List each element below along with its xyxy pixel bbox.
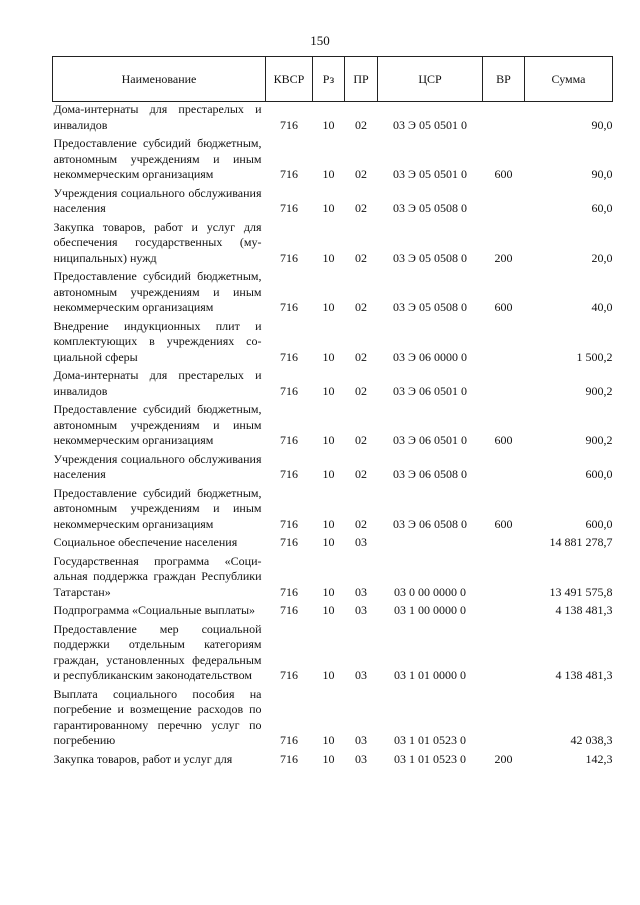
cell-pr: 02 bbox=[355, 117, 367, 132]
table-row bbox=[53, 365, 613, 399]
cell-pr: 02 bbox=[355, 383, 367, 398]
cell-pr: 02 bbox=[355, 467, 367, 481]
table-row bbox=[53, 217, 613, 267]
cell-vr bbox=[483, 449, 525, 483]
table-row bbox=[53, 600, 613, 619]
cell-rz: 10 bbox=[322, 516, 335, 531]
cell-kvsr: 716 bbox=[280, 349, 298, 364]
header-kvsr: КВСР bbox=[266, 57, 313, 102]
cell-kvsr: 716 bbox=[280, 733, 298, 747]
cell-vr bbox=[483, 600, 525, 619]
cell-pr: 03 bbox=[355, 668, 367, 682]
table-row bbox=[53, 449, 613, 483]
cell-sum: 600,0 bbox=[585, 467, 613, 481]
cell-rz: 10 bbox=[322, 383, 335, 398]
cell-sum: 90,0 bbox=[591, 167, 613, 181]
cell-vr bbox=[483, 316, 525, 366]
cell-csr: 03 Э 06 0508 0 bbox=[393, 516, 467, 531]
cell-vr: 600 bbox=[494, 167, 513, 181]
cell-name: Социальное обеспечение населения bbox=[53, 535, 238, 549]
page-number: 150 bbox=[310, 33, 330, 48]
cell-rz: 10 bbox=[322, 117, 335, 132]
cell-vr: 200 bbox=[494, 250, 513, 265]
cell-kvsr: 716 bbox=[280, 300, 298, 314]
cell-rz: 10 bbox=[322, 201, 335, 215]
header-sum: Сумма bbox=[525, 57, 613, 102]
cell-rz: 10 bbox=[322, 433, 335, 447]
cell-name: Предоставление субсидий бюджетным, автономным учреждениям и иным некоммерческим организациям bbox=[53, 269, 262, 314]
cell-sum: 20,0 bbox=[591, 250, 613, 265]
cell-name: Предоставление субсидий бюджетным, автономным учреждениям и иным некоммерческим организациям bbox=[53, 136, 262, 181]
cell-sum: 1 500,2 bbox=[576, 349, 613, 364]
cell-rz: 10 bbox=[322, 584, 335, 599]
cell-sum: 142,3 bbox=[585, 751, 613, 766]
cell-vr: 600 bbox=[494, 516, 513, 531]
cell-sum: 4 138 481,3 bbox=[555, 603, 613, 617]
cell-vr bbox=[483, 619, 525, 684]
table-body bbox=[53, 102, 613, 768]
budget-table bbox=[52, 56, 613, 767]
cell-pr: 03 bbox=[355, 603, 367, 617]
cell-pr: 02 bbox=[355, 201, 367, 215]
table-row bbox=[53, 266, 613, 316]
cell-kvsr: 716 bbox=[280, 201, 298, 215]
cell-kvsr: 716 bbox=[280, 433, 298, 447]
cell-sum: 13 491 575,8 bbox=[549, 584, 613, 599]
cell-kvsr: 716 bbox=[280, 250, 298, 265]
cell-vr bbox=[483, 551, 525, 601]
cell-sum: 4 138 481,3 bbox=[555, 668, 613, 682]
cell-vr bbox=[483, 365, 525, 399]
cell-name: Предоставление субсидий бюджетным, автономным учреждениям и иным некоммерческим организациям bbox=[53, 402, 262, 447]
cell-pr: 02 bbox=[355, 167, 367, 181]
cell-pr: 03 bbox=[355, 751, 367, 766]
cell-rz: 10 bbox=[322, 535, 335, 549]
cell-kvsr: 716 bbox=[280, 603, 298, 617]
cell-csr: 03 1 01 0523 0 bbox=[394, 733, 466, 747]
cell-csr: 03 Э 05 0501 0 bbox=[393, 117, 467, 132]
cell-vr: 600 bbox=[494, 433, 513, 447]
cell-rz: 10 bbox=[322, 250, 335, 265]
table-row bbox=[53, 749, 613, 768]
cell-name: Закупка товаров, работ и услуг для обеспечения государственных (муниципальных) нужд bbox=[53, 219, 262, 265]
cell-kvsr: 716 bbox=[280, 167, 298, 181]
cell-csr: 03 Э 05 0508 0 bbox=[393, 201, 467, 215]
cell-sum: 900,2 bbox=[585, 383, 613, 398]
cell-name: Внедрение индукционных плит и комплектующих в учреждениях социальной сферы bbox=[53, 318, 262, 364]
cell-rz: 10 bbox=[322, 467, 335, 481]
cell-rz: 10 bbox=[322, 603, 335, 617]
cell-pr: 02 bbox=[355, 433, 367, 447]
cell-name: Учреждения социального обслуживания населения bbox=[53, 451, 262, 481]
cell-pr: 02 bbox=[355, 250, 367, 265]
cell-sum: 42 038,3 bbox=[570, 733, 613, 747]
cell-name: Дома-интернаты для престарелых и инвалидов bbox=[53, 102, 262, 132]
cell-rz: 10 bbox=[322, 167, 335, 181]
cell-pr: 03 bbox=[355, 584, 367, 599]
cell-csr: 03 Э 06 0501 0 bbox=[393, 433, 467, 447]
cell-pr: 02 bbox=[355, 300, 367, 314]
cell-name: Предоставление субсидий бюджетным, автономным учреждениям и иным некоммерческим организациям bbox=[53, 485, 262, 531]
table-row bbox=[53, 399, 613, 449]
table-row bbox=[53, 316, 613, 366]
header-vr: ВР bbox=[483, 57, 525, 102]
cell-kvsr: 716 bbox=[280, 668, 298, 682]
cell-csr: 03 Э 05 0508 0 bbox=[393, 250, 467, 265]
cell-sum: 60,0 bbox=[591, 201, 613, 215]
header-rz: Рз bbox=[313, 57, 345, 102]
cell-csr: 03 1 01 0000 0 bbox=[394, 668, 466, 682]
cell-name: Государственная программа «Социальная поддержка граждан Республики Татарстан» bbox=[53, 553, 262, 599]
cell-kvsr: 716 bbox=[280, 516, 298, 531]
cell-name: Дома-интернаты для престарелых и инвалидов bbox=[53, 368, 262, 398]
table-row bbox=[53, 483, 613, 533]
cell-csr bbox=[378, 532, 483, 551]
cell-vr bbox=[483, 532, 525, 551]
cell-pr: 03 bbox=[355, 535, 367, 549]
table-row bbox=[53, 532, 613, 551]
cell-csr: 03 Э 06 0508 0 bbox=[393, 467, 467, 481]
cell-vr bbox=[483, 183, 525, 217]
header-name: Наименование bbox=[53, 57, 266, 102]
header-csr: ЦСР bbox=[378, 57, 483, 102]
table-row bbox=[53, 619, 613, 684]
cell-rz: 10 bbox=[322, 668, 335, 682]
cell-kvsr: 716 bbox=[280, 584, 298, 599]
cell-csr: 03 0 00 0000 0 bbox=[394, 584, 466, 599]
cell-csr: 03 1 00 0000 0 bbox=[394, 603, 466, 617]
cell-rz: 10 bbox=[322, 733, 335, 747]
cell-csr: 03 Э 06 0501 0 bbox=[393, 383, 467, 398]
cell-sum: 900,2 bbox=[585, 433, 613, 447]
cell-csr: 03 1 01 0523 0 bbox=[394, 751, 466, 766]
cell-sum: 40,0 bbox=[591, 300, 613, 314]
cell-name: Предоставление мер социальной поддержки отдельным категориям граждан, установленных федеральным и республиканским законодательством bbox=[53, 621, 262, 682]
cell-sum: 600,0 bbox=[585, 516, 613, 531]
cell-kvsr: 716 bbox=[280, 535, 298, 549]
cell-sum: 90,0 bbox=[591, 117, 613, 132]
cell-vr bbox=[483, 102, 525, 134]
cell-kvsr: 716 bbox=[280, 751, 298, 766]
cell-kvsr: 716 bbox=[280, 383, 298, 398]
header-pr: ПР bbox=[345, 57, 378, 102]
cell-name: Закупка товаров, работ и услуг для bbox=[53, 751, 233, 766]
cell-csr: 03 Э 05 0501 0 bbox=[393, 167, 467, 181]
cell-pr: 02 bbox=[355, 349, 367, 364]
cell-rz: 10 bbox=[322, 349, 335, 364]
cell-pr: 03 bbox=[355, 733, 367, 747]
cell-name: Учреждения социального обслуживания населения bbox=[53, 185, 262, 215]
table-row bbox=[53, 551, 613, 601]
table-row bbox=[53, 684, 613, 749]
table-row bbox=[53, 183, 613, 217]
cell-vr: 200 bbox=[494, 751, 513, 766]
table-row bbox=[53, 133, 613, 183]
cell-rz: 10 bbox=[322, 300, 335, 314]
cell-kvsr: 716 bbox=[280, 467, 298, 481]
table-header-row bbox=[53, 57, 613, 102]
cell-vr bbox=[483, 684, 525, 749]
cell-pr: 02 bbox=[355, 516, 367, 531]
cell-name: Подпрограмма «Социальные выплаты» bbox=[53, 603, 256, 617]
cell-kvsr: 716 bbox=[280, 117, 298, 132]
cell-name: Выплата социального пособия на погребение и возмещение расходов по гарантированному перечню услуг по погребению bbox=[53, 686, 262, 747]
cell-sum: 14 881 278,7 bbox=[549, 535, 613, 549]
cell-csr: 03 Э 05 0508 0 bbox=[393, 300, 467, 314]
cell-rz: 10 bbox=[322, 751, 335, 766]
cell-csr: 03 Э 06 0000 0 bbox=[393, 349, 467, 364]
cell-vr: 600 bbox=[494, 300, 513, 314]
table-row bbox=[53, 102, 613, 134]
